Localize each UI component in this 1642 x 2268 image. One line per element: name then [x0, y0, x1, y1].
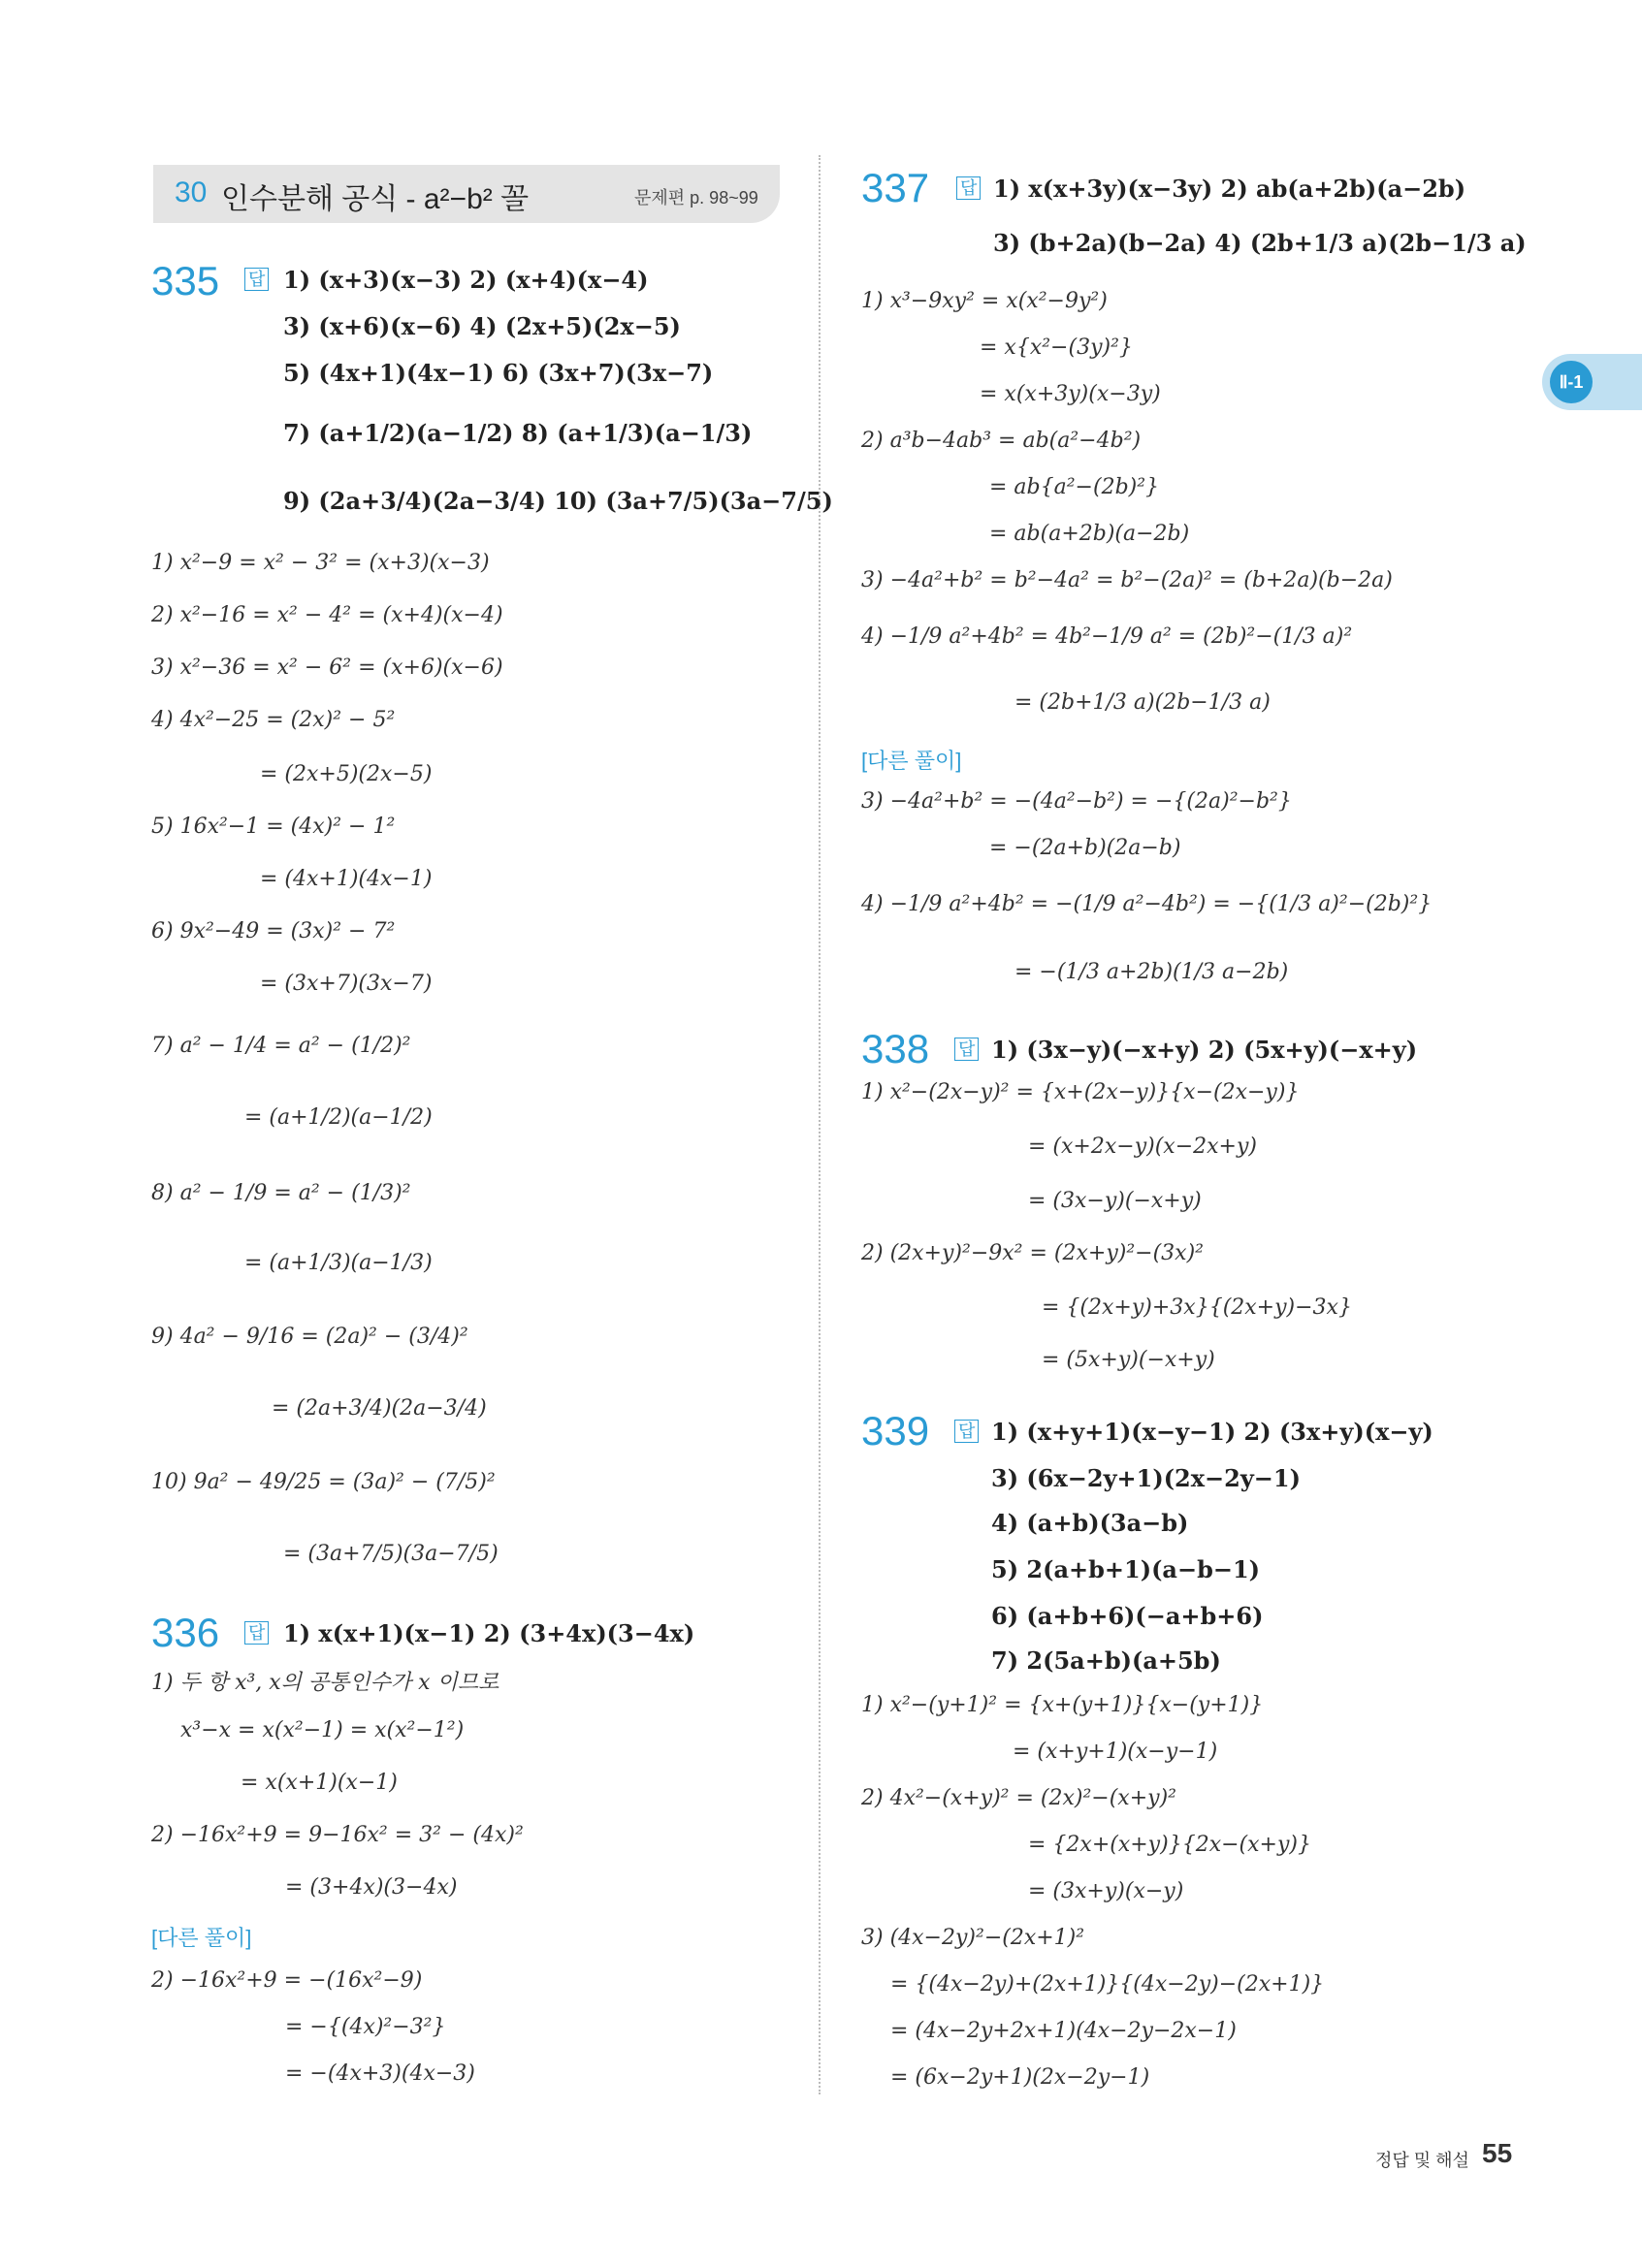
answer-badge: 답 [954, 1420, 979, 1443]
solution-line: 4) −1/9 a²+4b² = −(1/9 a²−4b²) = −{(1/3 a)²−(2b)²} [861, 892, 1433, 916]
column-divider [819, 155, 821, 2094]
answer-line: 3) (6x−2y+1)(2x−2y−1) [991, 1464, 1301, 1492]
chapter-tab-label: Ⅱ-1 [1550, 361, 1593, 403]
solution-line: = (3x+7)(3x−7) [260, 972, 433, 996]
section-number: 30 [175, 176, 208, 208]
solution-line: = (2x+5)(2x−5) [260, 762, 433, 786]
answer-line: 1) x(x+1)(x−1) 2) (3+4x)(3−4x) [283, 1619, 695, 1647]
solution-line: = x{x²−(3y)²} [980, 335, 1133, 360]
solution-line: 4) 4x²−25 = (2x)² − 5² [151, 708, 396, 732]
solution-line: = −(1/3 a+2b)(1/3 a−2b) [1014, 960, 1289, 984]
solution-line: = (x+y+1)(x−y−1) [1013, 1740, 1218, 1764]
solution-line: 2) −16x²+9 = −(16x²−9) [151, 1968, 423, 1993]
solution-line: 3) −4a²+b² = −(4a²−b²) = −{(2a)²−b²} [861, 789, 1292, 814]
answer-line: 3) (b+2a)(b−2a) 4) (2b+1/3 a)(2b−1/3 a) [993, 229, 1527, 257]
alt-solution-label: [다른 풀이] [861, 749, 962, 773]
footer-label: 정답 및 해설 [1375, 2151, 1469, 2170]
page-number: 55 [1482, 2138, 1513, 2168]
solution-line: 2) x²−16 = x² − 4² = (x+4)(x−4) [151, 603, 503, 627]
solution-line: 2) 4x²−(x+y)² = (2x)²−(x+y)² [861, 1786, 1176, 1810]
solution-line: = (4x+1)(4x−1) [260, 867, 433, 891]
solution-line: x³−x = x(x²−1) = x(x²−1²) [180, 1718, 465, 1742]
answer-line: 1) x(x+3y)(x−3y) 2) ab(a+2b)(a−2b) [993, 175, 1466, 203]
problem-number: 339 [861, 1408, 930, 1453]
solution-line: = (2b+1/3 a)(2b−1/3 a) [1014, 690, 1271, 715]
solution-line: = −{(4x)²−3²} [285, 2015, 446, 2039]
section-title: 인수분해 공식 - a²−b² 꼴 [221, 183, 530, 215]
solution-line: 4) −1/9 a²+4b² = 4b²−1/9 a² = (2b)²−(1/3 a)² [861, 624, 1353, 649]
solution-line: = x(x+1)(x−1) [241, 1771, 398, 1795]
solution-line: 2) −16x²+9 = 9−16x² = 3² − (4x)² [151, 1823, 524, 1847]
solution-line: 8) a² − 1/9 = a² − (1/3)² [151, 1181, 411, 1205]
solution-line: = (2a+3/4)(2a−3/4) [272, 1396, 487, 1421]
answer-line: 3) (x+6)(x−6) 4) (2x+5)(2x−5) [283, 312, 681, 340]
solution-line: = −(2a+b)(2a−b) [989, 836, 1181, 860]
solution-line: 9) 4a² − 9/16 = (2a)² − (3/4)² [151, 1325, 468, 1349]
solution-line: 6) 9x²−49 = (3x)² − 7² [151, 919, 396, 943]
solution-line: 1) x²−(y+1)² = {x+(y+1)}{x−(y+1)} [861, 1693, 1264, 1717]
problem-number: 336 [151, 1610, 220, 1655]
answer-badge: 답 [244, 1621, 269, 1645]
solution-line: 1) x²−(2x−y)² = {x+(2x−y)}{x−(2x−y)} [861, 1080, 1300, 1104]
problem-number: 338 [861, 1026, 930, 1071]
alt-solution-label: [다른 풀이] [151, 1926, 252, 1950]
solution-line: = ab(a+2b)(a−2b) [989, 522, 1190, 546]
solution-line: = (a+1/3)(a−1/3) [244, 1251, 433, 1275]
solution-line: 5) 16x²−1 = (4x)² − 1² [151, 815, 396, 839]
solution-line: = (3x+y)(x−y) [1028, 1879, 1184, 1903]
solution-line: = {(2x+y)+3x}{(2x+y)−3x} [1042, 1295, 1352, 1320]
solution-line: 1) x²−9 = x² − 3² = (x+3)(x−3) [151, 551, 490, 575]
solution-line: = ab{a²−(2b)²} [989, 475, 1160, 499]
problem-number: 337 [861, 165, 930, 210]
solution-line: = (a+1/2)(a−1/2) [244, 1105, 433, 1130]
solution-line: 3) −4a²+b² = b²−4a² = b²−(2a)² = (b+2a)(b−2a) [861, 568, 1393, 592]
solution-line: 3) x²−36 = x² − 6² = (x+6)(x−6) [151, 655, 503, 680]
solution-line: = −(4x+3)(4x−3) [285, 2061, 475, 2086]
solution-line: 1) 두 항 x³, x의 공통인수가 x 이므로 [151, 1671, 499, 1695]
solution-line: = (5x+y)(−x+y) [1042, 1348, 1215, 1372]
answer-line: 6) (a+b+6)(−a+b+6) [991, 1602, 1264, 1630]
solution-line: 7) a² − 1/4 = a² − (1/2)² [151, 1034, 411, 1058]
solution-line: = (x+2x−y)(x−2x+y) [1028, 1134, 1257, 1159]
solution-line: = (3x−y)(−x+y) [1028, 1189, 1202, 1213]
solution-line: = x(x+3y)(x−3y) [980, 382, 1161, 406]
answer-badge: 답 [956, 176, 981, 200]
solution-line: = (6x−2y+1)(2x−2y−1) [890, 2065, 1150, 2090]
answer-line: 1) (3x−y)(−x+y) 2) (5x+y)(−x+y) [991, 1036, 1418, 1064]
answer-line: 9) (2a+3/4)(2a−3/4) 10) (3a+7/5)(3a−7/5) [283, 487, 833, 515]
solution-line: = {2x+(x+y)}{2x−(x+y)} [1028, 1833, 1311, 1857]
answer-line: 7) (a+1/2)(a−1/2) 8) (a+1/3)(a−1/3) [283, 419, 753, 447]
solution-line: 10) 9a² − 49/25 = (3a)² − (7/5)² [151, 1470, 496, 1494]
answer-line: 4) (a+b)(3a−b) [991, 1509, 1189, 1537]
solution-line: = {(4x−2y)+(2x+1)}{(4x−2y)−(2x+1)} [890, 1972, 1325, 1996]
answer-line: 5) (4x+1)(4x−1) 6) (3x+7)(3x−7) [283, 359, 714, 387]
solution-line: = (3+4x)(3−4x) [285, 1875, 458, 1900]
answer-line: 5) 2(a+b+1)(a−b−1) [991, 1555, 1261, 1583]
solution-line: 2) (2x+y)²−9x² = (2x+y)²−(3x)² [861, 1241, 1204, 1265]
solution-line: = (4x−2y+2x+1)(4x−2y−2x−1) [890, 2019, 1237, 2043]
answer-line: 1) (x+y+1)(x−y−1) 2) (3x+y)(x−y) [991, 1418, 1433, 1446]
answer-badge: 답 [954, 1038, 979, 1061]
solution-line: 3) (4x−2y)²−(2x+1)² [861, 1926, 1085, 1950]
solution-line: 1) x³−9xy² = x(x²−9y²) [861, 289, 1108, 313]
answer-badge: 답 [244, 268, 269, 291]
solution-line: 2) a³b−4ab³ = ab(a²−4b²) [861, 429, 1142, 453]
solution-line: = (3a+7/5)(3a−7/5) [283, 1542, 499, 1566]
answer-line: 1) (x+3)(x−3) 2) (x+4)(x−4) [283, 266, 649, 294]
answer-line: 7) 2(5a+b)(a+5b) [991, 1646, 1221, 1675]
problem-number: 335 [151, 258, 220, 303]
section-reference: 문제편 p. 98~99 [634, 188, 758, 208]
